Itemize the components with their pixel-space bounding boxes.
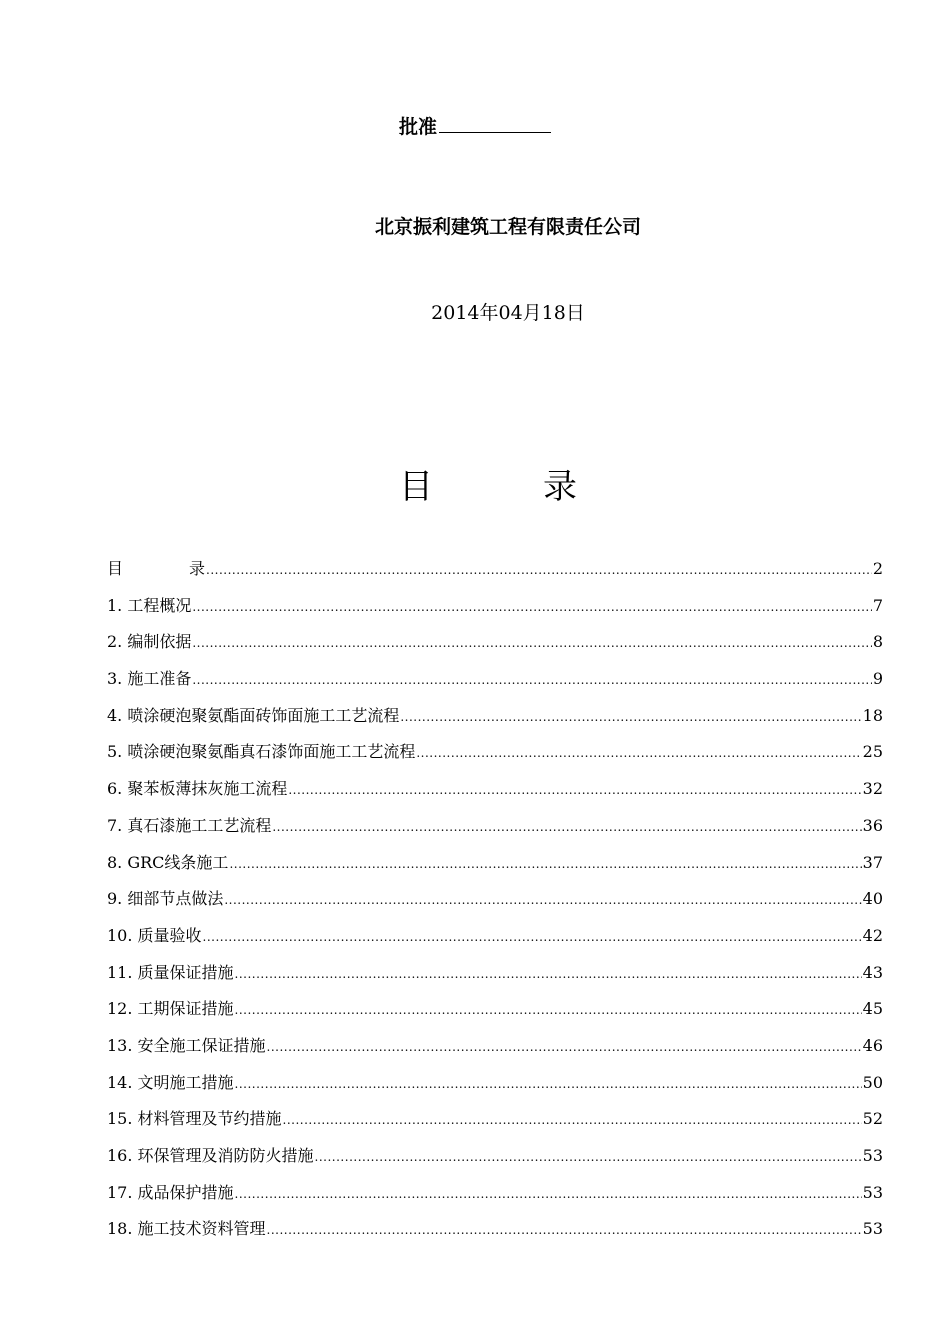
toc-entry-label: 2. 编制依据 [107, 632, 192, 652]
signature-blank [439, 114, 551, 133]
toc-entry-page: 52 [862, 1109, 883, 1129]
toc-entry[interactable] [107, 813, 883, 850]
toc-entry[interactable] [107, 776, 883, 813]
approval-line [0, 112, 950, 142]
toc-entry[interactable] [107, 1106, 883, 1143]
toc-entry-page: 25 [862, 742, 883, 762]
toc-leader-dots [235, 967, 862, 981]
toc-leader-dots [416, 746, 861, 760]
toc-heading-char-2: 录 [543, 467, 577, 507]
toc-entry-label: 17. 成品保护措施 [107, 1182, 234, 1202]
toc-heading-char-1: 目 [399, 467, 433, 507]
toc-entry-label: 15. 材料管理及节约措施 [107, 1109, 282, 1129]
toc-entry[interactable] [107, 629, 883, 666]
toc-entry-label: 18. 施工技术资料管理 [107, 1219, 266, 1239]
toc-entry[interactable] [107, 1216, 883, 1253]
toc-leader-dots [192, 673, 871, 687]
toc-leader-dots [203, 930, 862, 944]
toc-entry-page: 43 [862, 962, 883, 982]
toc-entry[interactable] [107, 1143, 883, 1180]
toc-entry-label: 1. 工程概况 [107, 595, 192, 615]
toc-entry-label: 10. 质量验收 [107, 925, 202, 945]
toc-entry[interactable] [107, 1033, 883, 1070]
toc-leader-dots [288, 783, 861, 797]
toc-entry-label: 9. 细部节点做法 [107, 889, 224, 909]
toc-entry[interactable] [107, 703, 883, 740]
toc-entry[interactable] [107, 739, 883, 776]
toc-entry[interactable] [107, 886, 883, 923]
document-date: 2014年04月18日 [431, 302, 585, 324]
toc-entry[interactable] [107, 1070, 883, 1107]
toc-entry-label: 13. 安全施工保证措施 [107, 1035, 266, 1055]
toc-entry-page: 7 [872, 595, 883, 615]
toc-leader-dots [206, 563, 872, 577]
toc-entry[interactable] [107, 923, 883, 960]
toc-leader-dots [283, 1113, 862, 1127]
toc-entry-label: 7. 真石漆施工工艺流程 [107, 815, 272, 835]
toc-entry[interactable] [107, 556, 883, 593]
toc-entry-page: 2 [872, 559, 883, 578]
toc-entry-page: 8 [872, 632, 883, 652]
toc-leader-dots [235, 1077, 862, 1091]
toc-entry-label: 目 录 [107, 559, 206, 578]
toc-leader-dots [267, 1223, 862, 1237]
toc-leader-dots [315, 1150, 862, 1164]
toc-leader-dots [192, 636, 871, 650]
toc-heading [0, 462, 950, 512]
toc-entry[interactable] [107, 593, 883, 630]
toc-entry-label: 11. 质量保证措施 [107, 962, 234, 982]
toc-entry-page: 42 [862, 925, 883, 945]
toc-entry[interactable] [107, 996, 883, 1033]
toc-entry-label: 5. 喷涂硬泡聚氨酯真石漆饰面施工工艺流程 [107, 742, 416, 762]
toc-leader-dots [192, 600, 871, 614]
toc-entry[interactable] [107, 666, 883, 703]
toc-leader-dots [229, 857, 861, 871]
toc-entry-page: 53 [862, 1219, 883, 1239]
toc-leader-dots [267, 1040, 862, 1054]
toc-leader-dots [272, 820, 861, 834]
toc-entry[interactable] [107, 1180, 883, 1217]
toc-entry-page: 46 [862, 1035, 883, 1055]
toc-entry-page: 45 [862, 999, 883, 1019]
toc-entry-page: 9 [872, 669, 883, 689]
approve-label: 批准 [398, 116, 437, 138]
toc-entry-page: 50 [862, 1072, 883, 1092]
toc-entry-page: 18 [862, 705, 883, 725]
toc-entry-label: 3. 施工准备 [107, 669, 192, 689]
toc-leader-dots [235, 1187, 862, 1201]
toc-leader-dots [235, 1003, 862, 1017]
toc-entry-label: 16. 环保管理及消防防火措施 [107, 1146, 314, 1165]
toc-entry-label: 12. 工期保证措施 [107, 999, 234, 1019]
toc-entry-page: 32 [862, 779, 883, 799]
toc-entry[interactable] [107, 960, 883, 997]
toc-entry[interactable] [107, 850, 883, 887]
toc-entry-label: 8. GRC线条施工 [107, 852, 229, 872]
toc-entry-label: 14. 文明施工措施 [107, 1072, 234, 1092]
company-name: 北京振利建筑工程有限责任公司 [374, 216, 641, 238]
toc-entry-page: 37 [862, 852, 883, 872]
toc-entry-page: 53 [862, 1146, 883, 1165]
toc-entry-page: 36 [862, 815, 883, 835]
toc-entry-page: 40 [862, 889, 883, 909]
toc-entry-label: 4. 喷涂硬泡聚氨酯面砖饰面施工工艺流程 [107, 705, 400, 725]
table-of-contents [107, 556, 883, 1253]
toc-entry-label: 6. 聚苯板薄抹灰施工流程 [107, 779, 288, 799]
toc-leader-dots [224, 893, 861, 907]
toc-entry-page: 53 [862, 1182, 883, 1202]
toc-leader-dots [400, 710, 861, 724]
